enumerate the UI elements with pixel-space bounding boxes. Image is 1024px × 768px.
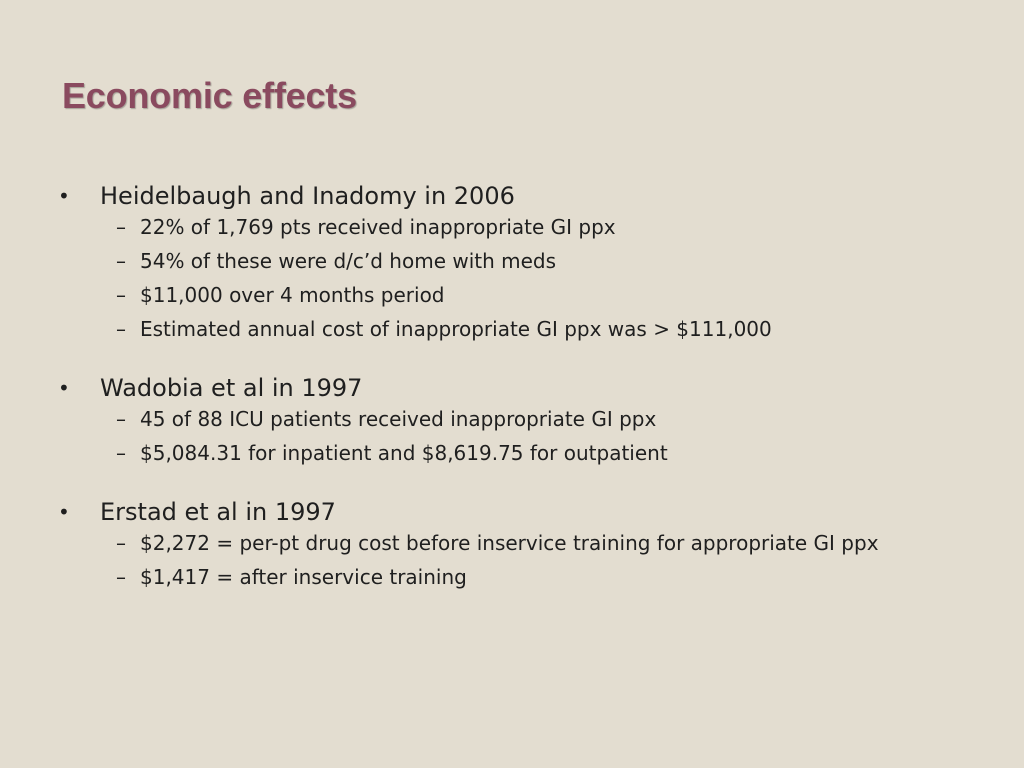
list-item (58, 565, 958, 590)
section-heading-row (58, 181, 958, 212)
section-items (58, 215, 958, 342)
section-heidelbaugh (58, 181, 958, 342)
section-heading: Erstad et al in 1997 (100, 498, 336, 526)
section-erstad (58, 497, 958, 590)
section-heading: Wadobia et al in 1997 (100, 374, 363, 402)
dash-icon: – (116, 249, 126, 273)
dash-icon: – (116, 531, 126, 555)
dash-icon: – (116, 407, 126, 431)
bullet-icon: • (58, 376, 70, 400)
section-heading: Heidelbaugh and Inadomy in 2006 (100, 182, 515, 210)
list-item-text: 45 of 88 ICU patients received inappropriate GI ppx (140, 407, 657, 431)
list-item-text: Estimated annual cost of inappropriate GI ppx was > $111,000 (140, 317, 772, 341)
section-items (58, 407, 958, 466)
slide-content (58, 181, 958, 590)
list-item-text: $1,417 = after inservice training (140, 565, 467, 589)
section-heading-row (58, 497, 958, 528)
list-item-text: 22% of 1,769 pts received inappropriate GI ppx (140, 215, 616, 239)
list-item (58, 441, 958, 466)
dash-icon: – (116, 317, 126, 341)
list-item (58, 249, 958, 274)
section-heading-row (58, 373, 958, 404)
section-wadobia (58, 373, 958, 466)
list-item (58, 407, 958, 432)
list-item (58, 531, 958, 556)
list-item (58, 317, 958, 342)
list-item (58, 215, 958, 240)
dash-icon: – (116, 441, 126, 465)
list-item-text: $11,000 over 4 months period (140, 283, 445, 307)
section-items (58, 531, 958, 590)
list-item-text: 54% of these were d/c’d home with meds (140, 249, 557, 273)
dash-icon: – (116, 215, 126, 239)
list-item-text: $5,084.31 for inpatient and $8,619.75 for outpatient (140, 441, 668, 465)
slide-title: Economic effects (62, 75, 357, 116)
bullet-icon: • (58, 184, 70, 208)
list-item-text: $2,272 = per-pt drug cost before inservice training for appropriate GI ppx (140, 531, 879, 555)
dash-icon: – (116, 565, 126, 589)
bullet-icon: • (58, 500, 70, 524)
dash-icon: – (116, 283, 126, 307)
list-item (58, 283, 958, 308)
